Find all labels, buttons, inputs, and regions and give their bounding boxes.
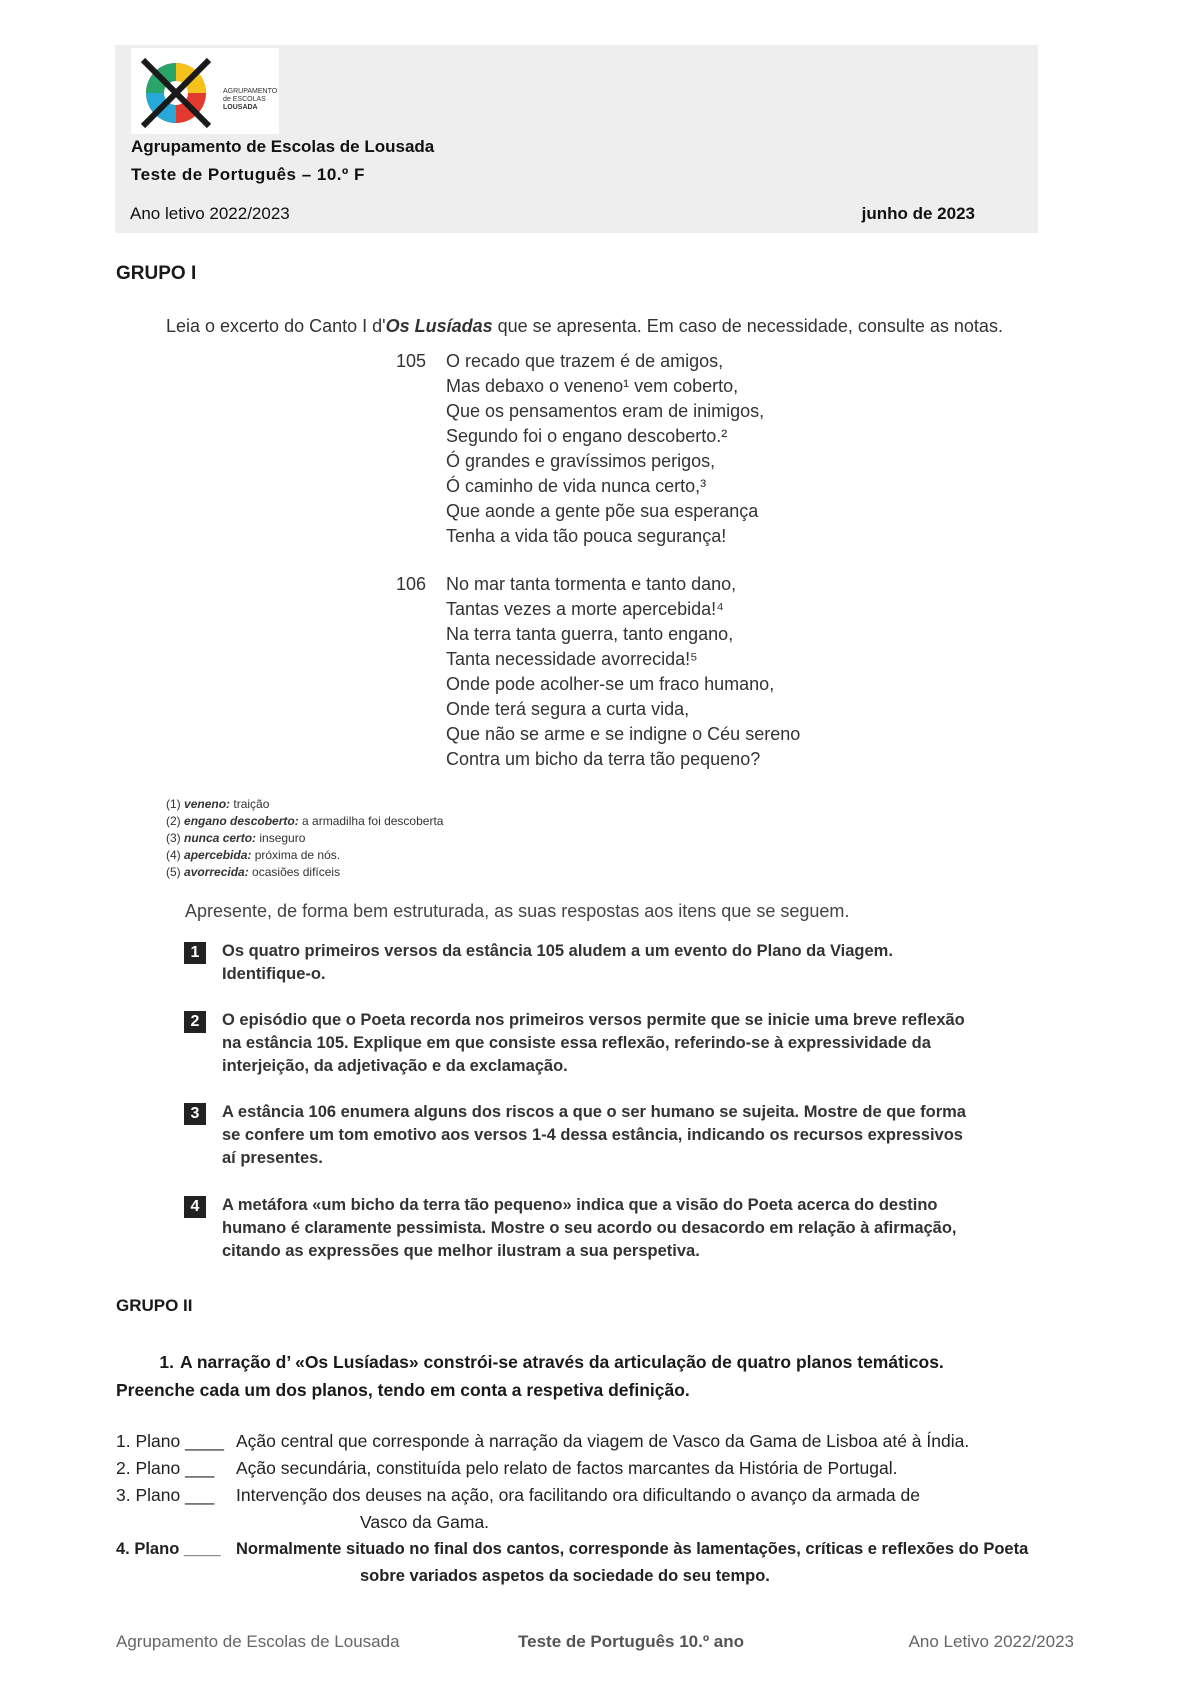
verse-line: O recado que trazem é de amigos, <box>446 351 724 371</box>
verse-line: Tenha a vida tão pouca segurança! <box>446 526 727 546</box>
footnote-term: nunca certo: <box>184 831 257 845</box>
footnote <box>166 864 443 881</box>
stanza-106 <box>446 572 800 772</box>
question-line: aí presentes. <box>222 1149 323 1167</box>
question-line: A estância 106 enumera alguns dos riscos a que o ser humano se sujeita. Mostre de que forma <box>222 1103 966 1121</box>
plan-label: 3. Plano ___ <box>116 1485 215 1505</box>
question-1 <box>222 940 1002 986</box>
plan-item-1 <box>116 1428 1126 1455</box>
question-line: Os quatro primeiros versos da estância 105 aludem a um evento do Plano da Viagem. <box>222 942 893 960</box>
question-number: 1. <box>159 1352 174 1372</box>
footnote <box>166 830 443 847</box>
question-line: humano é claramente pessimista. Mostre o seu acordo ou desacordo em relação à afirmação, <box>222 1219 957 1237</box>
question-3 <box>222 1101 1002 1170</box>
footnote <box>166 813 443 830</box>
footnote-term: veneno: <box>184 797 231 811</box>
school-logo <box>131 48 279 134</box>
question-2 <box>222 1009 1002 1078</box>
question-line <box>116 1348 1116 1376</box>
question-line: na estância 105. Explique em que consiste essa reflexão, referindo-se à expressividade da <box>222 1034 931 1052</box>
question-text: A narração d’ «Os Lusíadas» constrói-se através da articulação de quatro planos temáticos. <box>180 1352 944 1372</box>
verse-line: Segundo foi o engano descoberto.² <box>446 426 728 446</box>
question-line: Identifique-o. <box>222 965 326 983</box>
stanza-105 <box>446 349 764 549</box>
verse-line: Mas debaxo o veneno¹ vem coberto, <box>446 376 739 396</box>
verse-line: Tanta necessidade avorrecida!⁵ <box>446 649 698 669</box>
plan-description-continued: sobre variados aspetos da sociedade do seu tempo. <box>360 1567 770 1585</box>
verse-line: Tantas vezes a morte apercebida!⁴ <box>446 599 724 619</box>
question-4 <box>222 1194 1002 1263</box>
verse-line: Contra um bicho da terra tão pequeno? <box>446 749 761 769</box>
footnote-definition: a armadilha foi descoberta <box>298 814 444 828</box>
plan-description: Intervenção dos deuses na ação, ora facilitando ora dificultando o avanço da armada de <box>236 1485 920 1505</box>
plan-label: 1. Plano ____ <box>116 1431 225 1451</box>
footnote-number: (3) <box>166 831 181 845</box>
footer-school: Agrupamento de Escolas de Lousada <box>116 1632 400 1651</box>
group-1-title: GRUPO I <box>116 263 197 284</box>
logo-text-line: LOUSADA <box>223 104 258 111</box>
test-title: Teste de Português – 10.º F <box>131 165 365 184</box>
question-number-box: 4 <box>184 1196 206 1218</box>
footnote <box>166 796 443 813</box>
footer-title: Teste de Português 10.º ano <box>518 1632 745 1651</box>
footnote-number: (2) <box>166 814 181 828</box>
footnote-term: engano descoberto: <box>184 814 299 828</box>
group-2-title: GRUPO II <box>116 1296 193 1315</box>
plan-description: Ação secundária, constituída pelo relato de factos marcantes da História de Portugal. <box>236 1458 898 1478</box>
verse-line: Que os pensamentos eram de inimigos, <box>446 401 765 421</box>
footnote-definition: traição <box>230 797 270 811</box>
plan-item-2 <box>116 1455 1126 1482</box>
question-number-box: 1 <box>184 942 206 964</box>
verse-line: Na terra tanta guerra, tanto engano, <box>446 624 734 644</box>
logo-text-line: AGRUPAMENTO <box>223 88 278 95</box>
footnote-term: avorrecida: <box>184 865 249 879</box>
answer-instruction: Apresente, de forma bem estruturada, as suas respostas aos itens que se seguem. <box>185 901 850 921</box>
stanza-number: 106 <box>396 574 427 594</box>
footnote-definition: próxima de nós. <box>251 848 341 862</box>
footnote-number: (4) <box>166 848 181 862</box>
plan-label: 2. Plano ___ <box>116 1458 215 1478</box>
plan-description: Ação central que corresponde à narração da viagem de Vasco da Gama de Lisboa até à Índia. <box>236 1431 970 1451</box>
verse-line: Que não se arme e se indigne o Céu sereno <box>446 724 801 744</box>
verse-line: Onde pode acolher-se um fraco humano, <box>446 674 775 694</box>
intro-text: que se apresenta. Em caso de necessidade, consulte as notas. <box>492 316 1003 336</box>
question-line: citando as expressões que melhor ilustram a sua perspetiva. <box>222 1242 700 1260</box>
question-line: interjeição, da adjetivação e da exclamação. <box>222 1057 568 1075</box>
verse-line: Ó caminho de vida nunca certo,³ <box>446 476 707 496</box>
footnote-number: (5) <box>166 865 181 879</box>
question-line: Preenche cada um dos planos, tendo em conta a respetiva definição. <box>116 1380 690 1400</box>
question-number-box: 3 <box>184 1103 206 1125</box>
test-date: junho de 2023 <box>861 204 975 223</box>
footnote-term: apercebida: <box>184 848 252 862</box>
footnote-definition: ocasiões difíceis <box>248 865 341 879</box>
group-2-question-1 <box>116 1348 1116 1404</box>
verse-line: Ó grandes e gravíssimos perigos, <box>446 451 716 471</box>
plan-item-3 <box>116 1482 1126 1536</box>
plan-description-continued: Vasco da Gama. <box>360 1512 490 1532</box>
verse-line: No mar tanta tormenta e tanto dano, <box>446 574 737 594</box>
footnote-definition: inseguro <box>256 831 306 845</box>
group-1-intro <box>166 316 1003 337</box>
verse-line: Onde terá segura a curta vida, <box>446 699 690 719</box>
stanza-number: 105 <box>396 351 427 371</box>
intro-text: Leia o excerto do Canto I d' <box>166 316 386 336</box>
verse-line: Que aonde a gente põe sua esperança <box>446 501 759 521</box>
school-name: Agrupamento de Escolas de Lousada <box>131 137 435 156</box>
question-number-box: 2 <box>184 1011 206 1033</box>
work-title: Os Lusíadas <box>385 316 493 336</box>
school-year: Ano letivo 2022/2023 <box>130 204 290 223</box>
plan-label: 4. Plano ____ <box>116 1540 221 1558</box>
question-line: A metáfora «um bicho da terra tão pequeno» indica que a visão do Poeta acerca do destino <box>222 1196 938 1214</box>
footnotes <box>166 796 443 881</box>
question-line: se confere um tom emotivo aos versos 1-4 dessa estância, indicando os recursos expressivos <box>222 1126 963 1144</box>
footnote-number: (1) <box>166 797 181 811</box>
question-line: O episódio que o Poeta recorda nos primeiros versos permite que se inicie uma breve reflexão <box>222 1011 965 1029</box>
plan-item-4 <box>116 1536 1126 1590</box>
logo-text-line: de ESCOLAS <box>223 96 266 103</box>
footer-year: Ano Letivo 2022/2023 <box>908 1632 1074 1651</box>
plan-description: Normalmente situado no final dos cantos, corresponde às lamentações, críticas e reflexões do Poeta <box>236 1540 1029 1558</box>
footnote <box>166 847 443 864</box>
